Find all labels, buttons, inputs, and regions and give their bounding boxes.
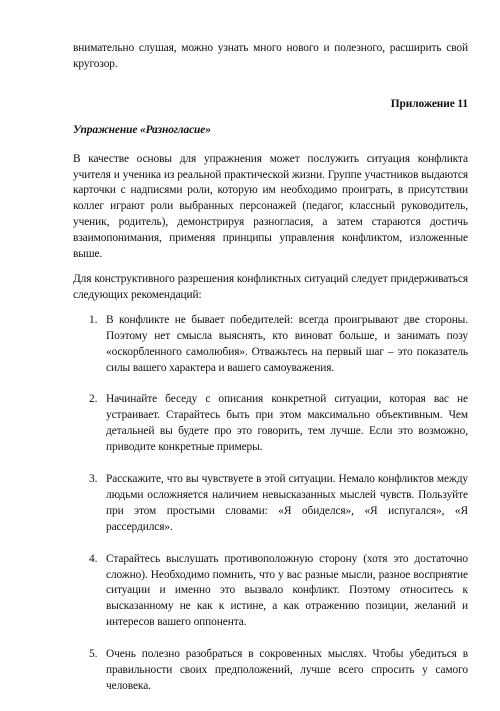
exercise-title: Упражнение «Разногласие» <box>73 123 211 136</box>
list-item-text: Расскажите, что вы чувствуете в этой ситуации. Немало конфликтов между людьми осложняется наличием невысказанных мыслей чувств. Пользуйте при этом простыми словами: «Я обиделся», «Я испугался», «Я рассердился». <box>106 473 468 533</box>
recommendations-intro: Для конструктивного разрешения конфликтных ситуаций следует придерживаться следующих рекомендаций: <box>73 272 468 301</box>
list-item-text: В конфликте не бывает победителей: всегда проигрывают две стороны. Поэтому нет смысла выяснять, кто виноват больше, и занимать позу «оскорбленного самолюбия». Отважьтесь на первый шаг – это показатель силы вашего характера и вашего самоуважения. <box>106 313 468 374</box>
appendix-label: Приложение 11 <box>390 97 468 110</box>
exercise-description: В качестве основы для упражнения может послужить ситуация конфликта учителя и ученика из реальной практической жизни. Группе участников выдаются карточки с надписями роли, которую им необходимо проиграть, в присутствии коллег играют роли выбранных персонажей (педагог, классный руководитель, ученик, родитель), демонстрируя разногласия, а затем стараются достичь взаимопонимания, применяя принципы управления конфликтом, изложенные выше. <box>73 152 468 261</box>
list-item-text: Старайтесь выслушать противоположную сторону (хотя это достаточно сложно). Необходимо помнить, что у вас разные мысли, разное восприятие ситуации и именно это вызвало конфликт. Поэтому относитесь к высказанному не как к истине, а как отражению позиции, желаний и интересов вашего оппонента. <box>106 552 468 629</box>
recommendations-list <box>73 313 468 695</box>
list-item <box>73 472 468 536</box>
list-item-number: 3. <box>89 473 98 486</box>
list-item <box>73 313 468 377</box>
list-item-number: 4. <box>89 552 98 565</box>
list-item <box>73 552 468 632</box>
list-item-number: 2. <box>89 393 98 406</box>
list-item-number: 1. <box>89 313 98 326</box>
list-item <box>73 392 468 456</box>
list-item-text: Начинайте беседу с описания конкретной ситуации, которая вас не устраивает. Старайтесь быть при этом максимально объективным. Чем детальней вы будете про это говорить, тем лучше. Если это возможно, приводите конкретные примеры. <box>106 393 468 454</box>
list-item <box>73 647 468 695</box>
list-item-number: 5. <box>89 648 98 661</box>
document-page <box>73 41 468 711</box>
list-item-text: Очень полезно разобраться в сокровенных мыслях. Чтобы убедиться в правильности своих предположений, лучше всего спросить у самого человека. <box>106 648 468 692</box>
top-paragraph: внимательно слушая, можно узнать много нового и полезного, расширить свой кругозор. <box>73 42 468 70</box>
